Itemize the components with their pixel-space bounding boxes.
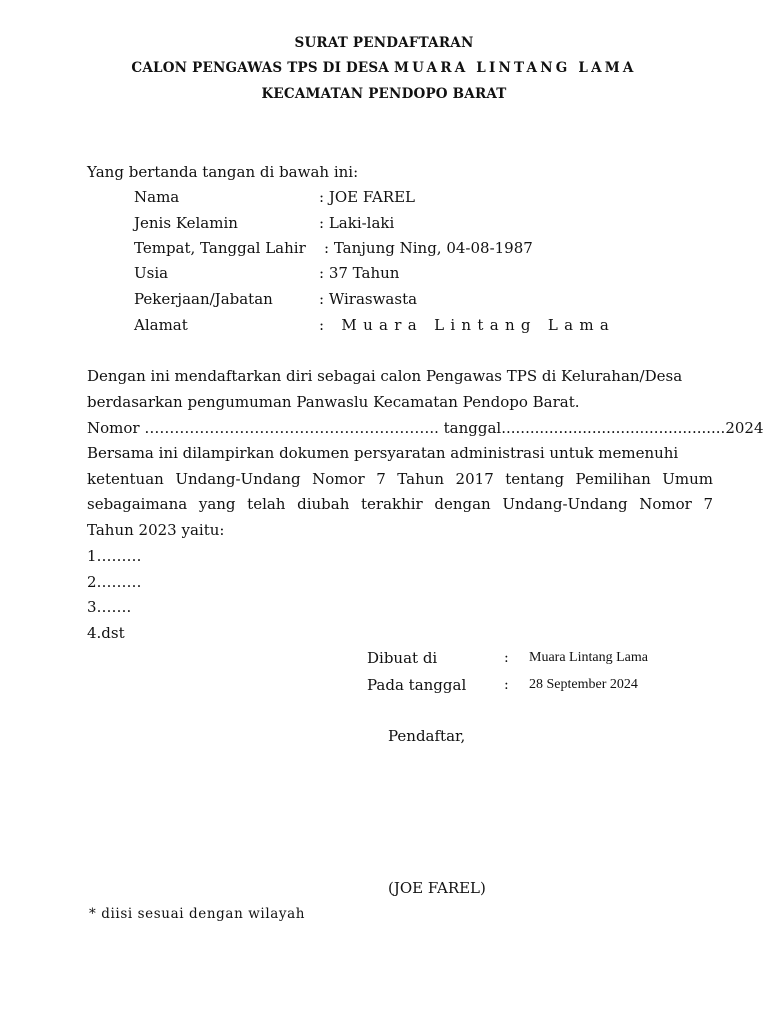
attachment-item: 1……… bbox=[87, 547, 142, 565]
nomor-line: Nomor ………………………………………………….. tanggal...............................................2024 bbox=[87, 419, 764, 437]
paragraph1-line1: Dengan ini mendaftarkan diri sebagai calon Pengawas TPS di Kelurahan/Desa bbox=[87, 367, 683, 385]
made-at-value: Muara Lintang Lama bbox=[529, 650, 648, 665]
attachment-item: 3……. bbox=[87, 598, 132, 616]
label-tempat-tanggal-lahir: Tempat, Tanggal Lahir bbox=[134, 239, 306, 257]
paragraph2-line1: Bersama ini dilampirkan dokumen persyaratan administrasi untuk memenuhi bbox=[87, 444, 679, 462]
footnote: * diisi sesuai dengan wilayah bbox=[89, 906, 306, 922]
document-district: KECAMATAN PENDOPO BARAT bbox=[261, 86, 507, 102]
made-at-colon: : bbox=[504, 650, 509, 666]
subtitle-prefix: CALON PENGAWAS TPS DI DESA bbox=[131, 60, 390, 76]
label-usia: Usia bbox=[134, 264, 169, 282]
value-jenis-kelamin: : Laki-laki bbox=[319, 214, 395, 232]
value-tempat-tanggal-lahir: : Tanjung Ning, 04-08-1987 bbox=[324, 239, 533, 257]
paragraph2-line3: sebagaimana yang telah diubah terakhir dengan Undang-Undang Nomor 7 bbox=[87, 495, 713, 513]
paragraph2-line4: Tahun 2023 yaitu: bbox=[87, 521, 225, 539]
value-alamat: : Muara Lintang Lama bbox=[319, 316, 616, 334]
label-pekerjaan: Pekerjaan/Jabatan bbox=[134, 290, 273, 308]
paragraph1-line2: berdasarkan pengumuman Panwaslu Kecamatan Pendopo Barat. bbox=[87, 393, 580, 411]
date-colon: : bbox=[504, 677, 509, 693]
attachment-item: 2……… bbox=[87, 573, 142, 591]
document-title: SURAT PENDAFTARAN bbox=[294, 35, 474, 51]
label-jenis-kelamin: Jenis Kelamin bbox=[134, 214, 238, 232]
paragraph2-line2: ketentuan Undang-Undang Nomor 7 Tahun 2017 tentang Pemilihan Umum bbox=[87, 470, 713, 488]
label-nama: Nama bbox=[134, 188, 180, 206]
signer-name: (JOE FAREL) bbox=[388, 879, 486, 897]
intro-text: Yang bertanda tangan di bawah ini: bbox=[87, 163, 359, 181]
label-alamat: Alamat bbox=[134, 316, 188, 334]
subtitle-place: MUARA LINTANG LAMA bbox=[393, 60, 637, 76]
value-pekerjaan: : Wiraswasta bbox=[319, 290, 418, 308]
signer-role: Pendaftar, bbox=[388, 727, 466, 745]
attachment-item: 4.dst bbox=[87, 624, 125, 642]
date-value: 28 September 2024 bbox=[529, 677, 638, 692]
value-usia: : 37 Tahun bbox=[319, 264, 400, 282]
value-nama: : JOE FAREL bbox=[319, 188, 415, 206]
date-label: Pada tanggal bbox=[367, 676, 467, 694]
document-subtitle bbox=[0, 60, 768, 76]
made-at-label: Dibuat di bbox=[367, 649, 438, 667]
